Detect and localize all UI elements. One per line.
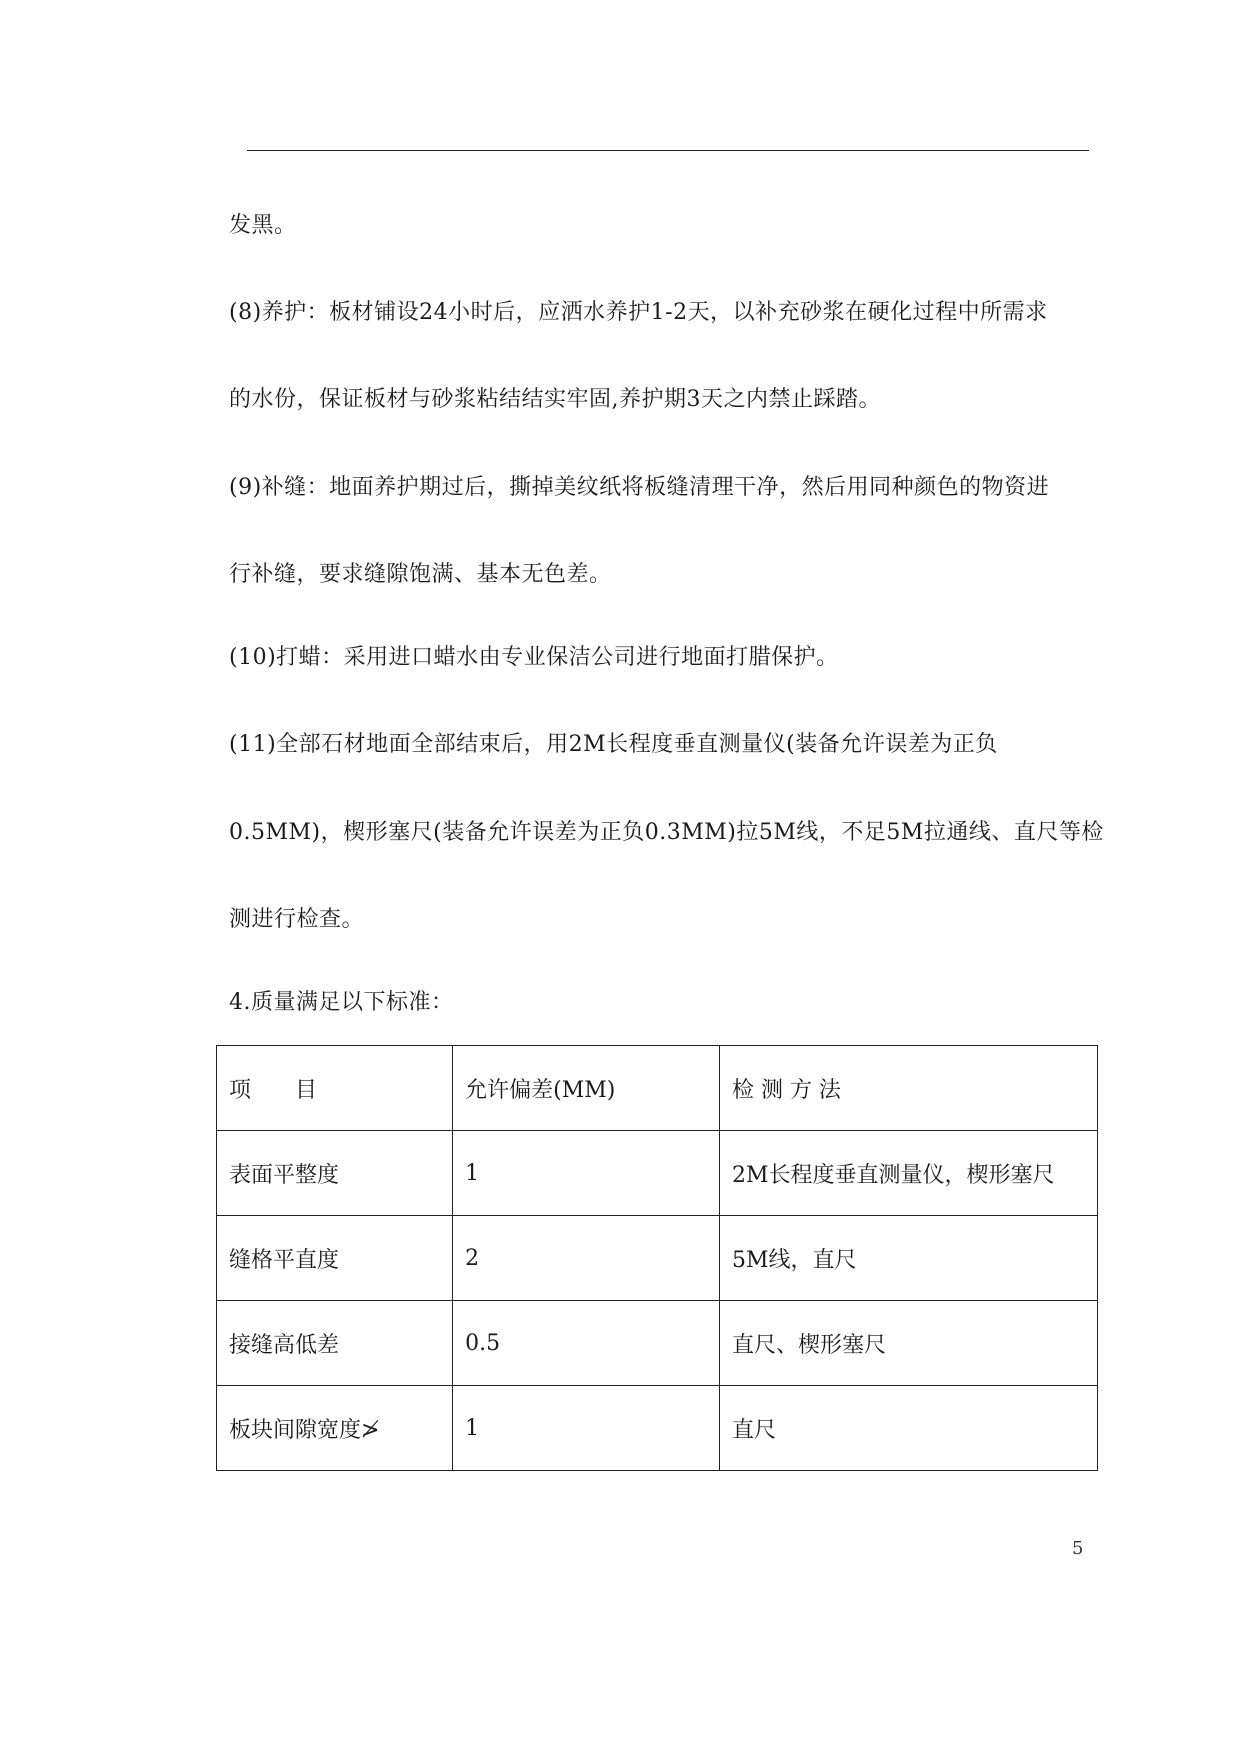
paragraph-line: 测进行检查。 [229,907,365,932]
header-tolerance: 允许偏差(MM) [453,1046,720,1131]
table-header-row [217,1046,1098,1131]
cell-tolerance: 1 [453,1131,720,1216]
cell-item: 接缝高低差 [217,1301,453,1386]
header-item: 项 目 [217,1046,453,1131]
cell-item: 板块间隙宽度≯ [217,1386,453,1471]
paragraph-line: (8)养护：板材铺设24小时后，应洒水养护1-2天，以补充砂浆在硬化过程中所需求 [229,300,1048,325]
cell-tolerance: 0.5 [453,1301,720,1386]
paragraph-line: (10)打蜡：采用进口蜡水由专业保洁公司进行地面打腊保护。 [229,645,839,670]
paragraph-line: 行补缝，要求缝隙饱满、基本无色差。 [229,562,612,587]
paragraph-line: 0.5MM)，楔形塞尺(装备允许误差为正负0.3MM)拉5M线，不足5M拉通线、直尺等检 [229,820,1104,845]
paragraph-line: (9)补缝：地面养护期过后，撕掉美纹纸将板缝清理干净，然后用同种颜色的物资进 [229,475,1050,500]
table-row [217,1131,1098,1216]
cell-item: 表面平整度 [217,1131,453,1216]
page-number: 5 [1072,1538,1084,1559]
section-heading: 4.质量满足以下标准： [229,990,454,1015]
quality-standards-table [216,1045,1098,1471]
cell-method: 2M长程度垂直测量仪，楔形塞尺 [719,1131,1097,1216]
table-row [217,1301,1098,1386]
cell-tolerance: 2 [453,1216,720,1301]
cell-method: 直尺 [719,1386,1097,1471]
cell-item: 缝格平直度 [217,1216,453,1301]
paragraph-line: 的水份，保证板材与砂浆粘结结实牢固,养护期3天之内禁止踩踏。 [229,387,881,412]
header-rule [247,150,1089,151]
header-method: 检 测 方 法 [719,1046,1097,1131]
paragraph-line: 发黑。 [229,213,297,238]
table-row [217,1216,1098,1301]
cell-method: 直尺、楔形塞尺 [719,1301,1097,1386]
paragraph-line: (11)全部石材地面全部结束后，用2M长程度垂直测量仪(装备允许误差为正负 [229,732,998,757]
cell-method: 5M线，直尺 [719,1216,1097,1301]
table-row [217,1386,1098,1471]
cell-tolerance: 1 [453,1386,720,1471]
